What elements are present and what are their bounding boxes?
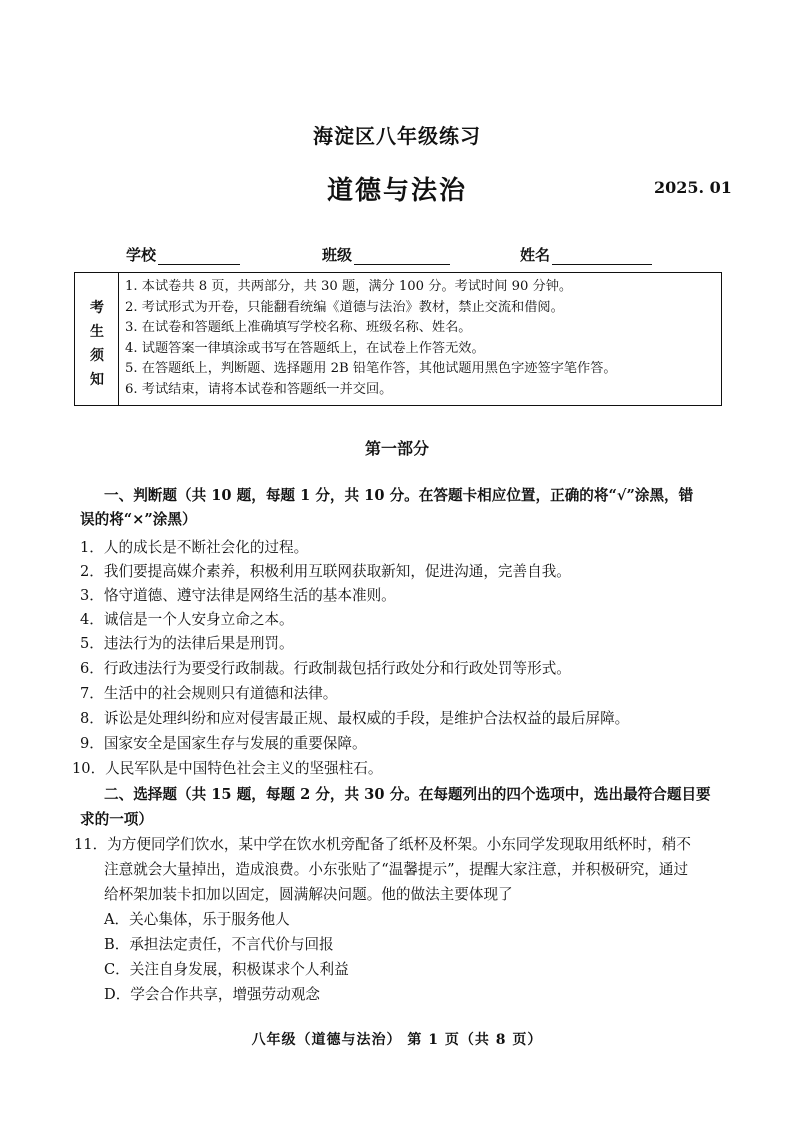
school-blank[interactable] bbox=[158, 248, 240, 265]
school-field bbox=[126, 244, 240, 265]
name-field bbox=[520, 244, 652, 265]
notice-list bbox=[125, 277, 617, 400]
question-item: 1．人的成长是不断社会化的过程。 bbox=[80, 539, 309, 556]
notice-item: 5. 在答题纸上，判断题、选择题用 2B 铅笔作答，其他试题用黑色字迹签字笔作答。 bbox=[125, 361, 617, 376]
class-label: 班级 bbox=[322, 246, 353, 264]
notice-item: 3. 在试卷和答题纸上准确填写学校名称、班级名称、姓名。 bbox=[125, 320, 472, 335]
question-item: 9．国家安全是国家生存与发展的重要保障。 bbox=[80, 735, 367, 752]
exam-notice-box bbox=[74, 272, 722, 406]
option-a: A．关心集体，乐于服务他人 bbox=[104, 911, 290, 928]
notice-label-char: 须 bbox=[90, 348, 104, 364]
section2-heading-line2: 求的一项） bbox=[80, 811, 153, 828]
question-11-line2: 注意就会大量掉出，造成浪费。小东张贴了“温馨提示”，提醒大家注意，并积极研究，通过 bbox=[104, 861, 689, 878]
notice-item: 4. 试题答案一律填涂或书写在答题纸上，在试卷上作答无效。 bbox=[125, 340, 485, 356]
question-item: 5．违法行为的法律后果是刑罚。 bbox=[80, 635, 294, 652]
section1-heading-line1: 一、判断题（共 10 题，每题 1 分，共 10 分。在答题卡相应位置，正确的将“√”涂黑，错 bbox=[104, 487, 694, 504]
question-item: 7．生活中的社会规则只有道德和法律。 bbox=[80, 685, 338, 702]
question-item: 6．行政违法行为要受行政制裁。行政制裁包括行政处分和行政处罚等形式。 bbox=[80, 660, 571, 677]
notice-label-char: 生 bbox=[90, 324, 104, 340]
option-b: B．承担法定责任，不言代价与回报 bbox=[104, 936, 334, 953]
page-footer: 八年级（道德与法治） 第 1 页（共 8 页） bbox=[251, 1032, 543, 1048]
notice-item: 2. 考试形式为开卷，只能翻看统编《道德与法治》教材，禁止交流和借阅。 bbox=[125, 299, 564, 315]
section2-heading-line1: 二、选择题（共 15 题，每题 2 分，共 30 分。在每题列出的四个选项中，选出最符合题目要 bbox=[104, 786, 711, 803]
part-title: 第一部分 bbox=[364, 439, 429, 458]
exam-date: 2025. 01 bbox=[654, 178, 732, 197]
question-item: 10．人民军队是中国特色社会主义的坚强柱石。 bbox=[72, 760, 383, 777]
question-item: 2．我们要提高媒介素养，积极利用互联网获取新知，促进沟通，完善自我。 bbox=[80, 563, 571, 580]
name-label: 姓名 bbox=[520, 246, 551, 264]
question-item: 4．诚信是一个人安身立命之本。 bbox=[80, 611, 294, 628]
option-d: D．学会合作共享，增强劳动观念 bbox=[104, 986, 321, 1003]
section1-heading-line2: 误的将“×”涂黑） bbox=[80, 511, 197, 528]
class-field bbox=[322, 244, 450, 265]
question-11-line3: 给杯架加装卡扣加以固定，圆满解决问题。他的做法主要体现了 bbox=[104, 886, 513, 903]
exam-subtitle: 海淀区八年级练习 bbox=[313, 124, 481, 148]
exam-title: 道德与法治 bbox=[326, 176, 467, 206]
name-blank[interactable] bbox=[552, 248, 652, 265]
option-c: C．关注自身发展，积极谋求个人利益 bbox=[104, 961, 349, 978]
notice-item: 6. 考试结束，请将本试卷和答题纸一并交回。 bbox=[125, 381, 393, 397]
notice-item: 1. 本试卷共 8 页，共两部分，共 30 题，满分 100 分。考试时间 90 分钟。 bbox=[125, 279, 573, 294]
school-label: 学校 bbox=[126, 246, 157, 264]
question-item: 3．恪守道德、遵守法律是网络生活的基本准则。 bbox=[80, 587, 396, 604]
question-11-line1: 11．为方便同学们饮水，某中学在饮水机旁配备了纸杯及杯架。小东同学发现取用纸杯时，稍不 bbox=[74, 836, 691, 853]
notice-label-char: 知 bbox=[90, 372, 104, 388]
notice-label-char: 考 bbox=[90, 300, 104, 316]
question-item: 8．诉讼是处理纠纷和应对侵害最正规、最权威的手段，是维护合法权益的最后屏障。 bbox=[80, 710, 630, 727]
class-blank[interactable] bbox=[354, 248, 450, 265]
notice-label bbox=[75, 273, 119, 405]
